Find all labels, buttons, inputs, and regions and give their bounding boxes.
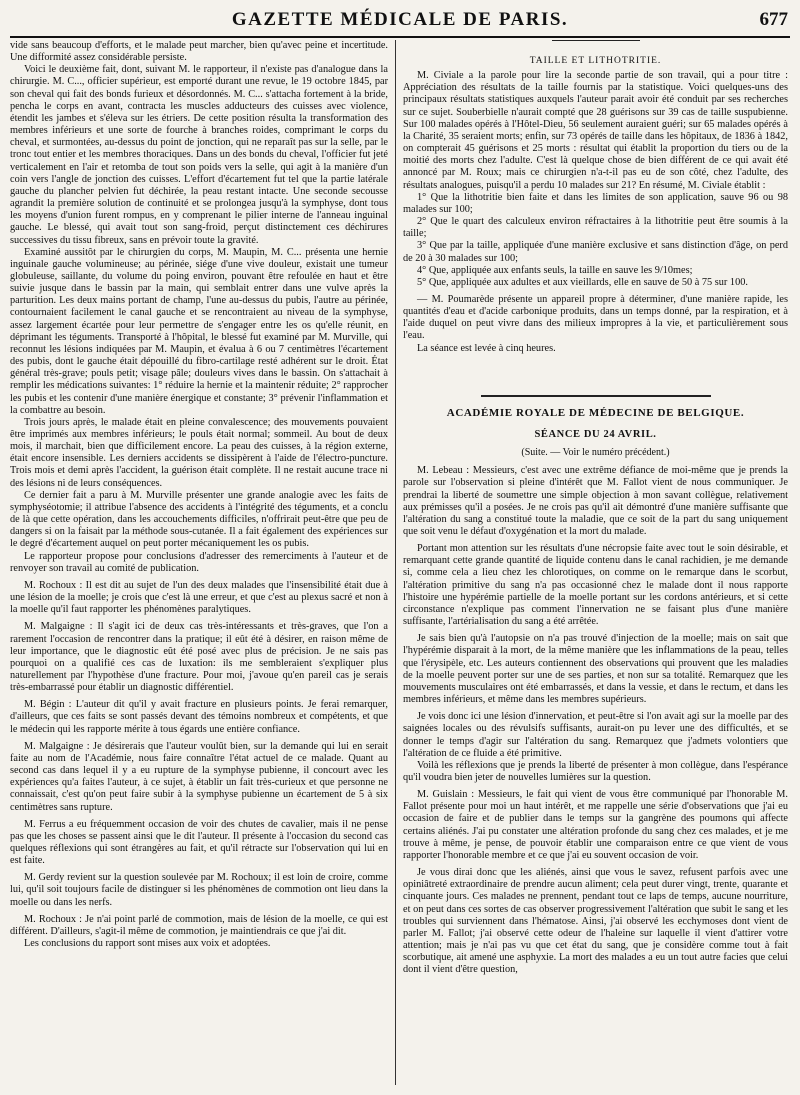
closing-line: La séance est levée à cinq heures. — [417, 342, 556, 354]
paragraph: Je vous dirai donc que les aliénés, ainsi que vous le savez, refusent parfois avec une opiniâtreté extraordinaire de prendre aucun aliment; cela peut durer vingt, trente, quarante et cinquante jours. Ces malades ne prennent, pendant tout ce laps de temps, aucune nourriture, et on peut dans ces sortes de cas observer progressivement l'altération que subit le sang et les troubles qui surviennent dans l'hématose. Ainsi, j'ai observé les ecchymoses dont vient de parler M. Fallot; j'ai observé cette odeur de l'haleine sur laquelle il vient d'attirer votre attention; mais je n'ai pas vu que cet état du sang, que je considère comme tout à fait scorbutique, ait amené une asphyxie. La mort des malades a eu un tout autre facies que celui dont il vient d'être question, — [403, 867, 788, 976]
paragraph: Portant mon attention sur les résultats d'une nécropsie faite avec tout le soin désirable, et remarquant cette grande quantité de liquide contenu dans le canal rachidien, je me demande si, comme cela a lieu chez les chlorotiques, on comme on le remarque dans le scorbut, l'altération primitive du sang n'a pas occasionné chez le malade dont il nous rapporte l'histoire une hypérémie partielle de la moelle portant sur les cordons antérieurs, et si cette circonstance n'explique pas comment l'innervation ne se faisant plus d'une manière suffisante, l'artérialisation du sang a été arrêtée. — [403, 543, 788, 628]
list-item: 4° Que, appliquée aux enfants seuls, la taille en sauve les 9/10mes; — [417, 264, 693, 276]
paragraph: Je vois donc ici une lésion d'innervation, et peut-être si l'on avait agi sur la moelle par des saignées locales ou des révulsifs suffisants, aurait-on pu lever une des difficultés, et se donner le temps d'agir sur l'altération du sang. Remarquez que j'admets volontiers que l'altération de ce fluide a été primitive. — [403, 711, 788, 759]
paragraph: M. Malgaigne : Il s'agit ici de deux cas très-intéressants et très-graves, que l'on a rarement l'occasion de rencontrer dans la pratique; il eût été à désirer, en raison même de leur importance, que le diagnostic eût été posé avec plus de précision. Je ne sais pas pourquoi on a qualifié ces cas de luxation: ils me sembleraient s'expliquer plus naturellement par l'hypothèse d'une fracture. Pour moi, j'avoue qu'en pareil cas je serais très-embarrassé pour établir un diagnostic différentiel. — [10, 621, 388, 694]
paragraph: M. Ferrus a eu fréquemment occasion de voir des chutes de cavalier, mais il ne pense pas que les choses se passent ainsi que le dit l'auteur. Il présente à l'occasion du second cas quelques réflexions qui sont étrangères au fait, et qu'il rétracte sur l'observation qui lui en est faite. — [10, 818, 388, 867]
continuation-note: (Suite. — Voir le numéro précédent.) — [521, 447, 670, 459]
paragraph: vide sans beaucoup d'efforts, et le malade peut marcher, bien qu'avec peine et incertitude. Une difformité assez considérable persiste. — [10, 40, 388, 64]
paragraph: Le rapporteur propose pour conclusions d'adresser des remerciments à l'auteur et de renvoyer son travail au comité de publication. — [10, 550, 388, 574]
section-title: TAILLE ET LITHOTRITIE. — [529, 56, 662, 66]
paragraph: M. Bégin : L'auteur dit qu'il y avait fracture en plusieurs points. Je ferai remarquer, d'ailleurs, que ces faits se sont passés devant des témoins nombreux et compétents, et que le médecin qui les rapporte mérite à tous égards une entière confiance. — [10, 699, 388, 735]
section-rule — [552, 40, 640, 41]
paragraph: M. Rochoux : Il est dit au sujet de l'un des deux malades que l'insensibilité était due à une lésion de la moelle; je crois que c'est là une erreur, et que c'est au plexus sacré et non à la moelle qu'il faut rapporter les phénomènes paralytiques. — [10, 579, 388, 616]
paragraph: Examiné aussitôt par le chirurgien du corps, M. Maupin, M. C... présenta une hernie inguinale gauche volumineuse; au périnée, siége d'une vive douleur, existait une tumeur globuleuse, saillante, du volume du poing environ, pouvant être refoulée en haut et être suivie jusque dans le bassin par la main, qui semblait entrer dans une vulve après la parturition. Les deux mains portant de champ, l'une au-dessus du pubis, l'autre au périnée, contournaient facilement le canal gauche et se rencontraient au niveau de la symphyse, assez largement écartée pour leur permettre de s'engager entre les os qu'elle réunit, en déprimant les téguments. Transporté à l'hôpital, le blessé fut examiné par M. Murville, qui reconnut les lésions indiquées par M. Maupin, et évalua à 6 ou 7 centimètres l'écartement des pubis, dont le gauche était dépouillé du fibro-cartilage resté adhérent sur le droit. État général très-grave; pouls petit; visage pâle; douleurs vives dans le bassin. On s'attachait à remplir les médications suivantes: 1° réduire la hernie et la maintenir réduite; 2° rapprocher les pubis et les contenir d'une manière énergique et constante; 3° prévenir l'inflammation et la combattre au besoin. — [10, 246, 388, 416]
paragraph: M. Lebeau : Messieurs, c'est avec une extrême défiance de moi-même que je prends la parole sur l'observation si pleine d'intérêt que M. Fallot vient de nous communiquer. Je prendrai la liberté de soumettre une simple objection à mon savant collègue, relativement aux prémisses qu'il a posées. Je ne crois pas qu'il ait démontré d'une manière suffisante que l'altération du sang a constitué toute la maladie, que ce soit de la part du sang uniquement que soit venu le défaut d'oxygénation et la mort du malade. — [403, 465, 788, 537]
paragraph: Je sais bien qu'à l'autopsie on n'a pas trouvé d'injection de la moelle; mais on sait que l'hypérémie disparait à la mort, de la même manière que les inflammations de la peau, telles que l'érysipèle, etc. Les auteurs contiennent des observations qui prouvent que les maladies de la moelle peuvent porter sur une de ses parties, et non sur sa totalité. Remarquez que les mouvements musculaires ont été embarrassés, et dans la vessie, et dans le rectum, et dans les membres inférieurs, et même dans les membres supérieurs. — [403, 633, 788, 706]
page-header — [10, 6, 790, 38]
page-number: 677 — [759, 9, 788, 30]
section-rule — [481, 395, 711, 397]
journal-title: GAZETTE MÉDICALE DE PARIS. — [231, 9, 569, 30]
paragraph: M. Malgaigne : Je désirerais que l'auteur voulût bien, sur la demande qui lui en serait faite au nom de l'Académie, nous faire connaître l'état actuel de ce malade. Quant au second cas dans lequel il y a eu rupture de la symphyse pubienne, il concourt avec les expériences qu'a faites l'auteur, à ce sujet, à établir un fait très-curieux et que personne ne connaissait, c'est qu'on peut faire subir à la symphyse pubienne un écartement de 5 à six centimètres sans rupture. — [10, 740, 388, 813]
list-item: 2° Que le quart des calculeux environ réfractaires à la lithotritie peut être soumis à la taille; — [403, 216, 788, 240]
paragraph: M. Rochoux : Je n'ai point parlé de commotion, mais de lésion de la moelle, ce qui est différent. D'ailleurs, s'agit-il même de commotion, je maintiendrais ce que j'ai dit. — [10, 913, 388, 937]
paragraph: Voici le deuxième fait, dont, suivant M. le rapporteur, il n'existe pas d'analogue dans la chirurgie. M. C..., officier supérieur, est emporté durant une revue, le 19 octobre 1845, par son cheval qui fait des bonds furieux et désordonnés. M. C... s'attacha fortement à la bride, pencha le corps en avant, contracta les muscles adducteurs des cuisses avec violence, étendit les jambes et s'éleva sur les étriers. De cette position résulta la transformation des membres inférieurs et une sorte de fourche à branches roides, comprimant le corps du cheval, et surmontées, au-dessus du point de jonction, qui ne reparaît pas sur la selle, par le tronc tout entier et les membres thoraciques. Dans un des bonds du cheval, l'officier fut jeté verticalement en l'air et retomba de tout son poids vers la selle, qui agit à la manière d'un coin vers l'angle de jonction des cuisses. L'effort d'écartement fut tel que la partie latérale gauche du plancher pelvien fut déchirée, la peau restant intacte. Une seconde secousse agrandit la première solution de continuité et se prolongea jusqu'à la symphyse, dont tous les moyens d'union furent rompus, en y comprenant le pilier interne de l'anneau inguinal gauche. Le blessé, qui avait tout son sang-froid, perçut distinctement ces déchirures successives du tissu fibreux, sans en prévoir toute la gravité. — [10, 64, 388, 246]
session-heading: SÉANCE DU 24 AVRIL. — [534, 428, 657, 440]
list-item: 3° Que par la taille, appliquée d'une manière exclusive et sans distinction d'âge, on perd de 20 à 30 malades sur 100; — [403, 240, 788, 264]
list-item: 5° Que, appliquée aux adultes et aux vieillards, elle en sauve de 50 à 75 sur 100. — [417, 276, 748, 288]
column-divider — [395, 40, 396, 1085]
paragraph: Voilà les réflexions que je prends la liberté de présenter à mon collègue, dans l'espérance qu'il voudra bien jeter de nouvelles lumières sur la question. — [403, 759, 788, 783]
paragraph: Les conclusions du rapport sont mises aux voix et adoptées. — [24, 938, 271, 950]
right-column — [403, 40, 788, 1088]
paragraph: M. Gerdy revient sur la question soulevée par M. Rochoux; il est loin de croire, comme lui, qu'il soit toujours facile de distinguer si les phénomènes de commotion ont lieu dans la moelle ou dans les nerfs. — [10, 872, 388, 908]
paragraph: — M. Poumarède présente un appareil propre à déterminer, d'une manière rapide, les quantités d'eau et d'acide carbonique produits, dans un temps donné, par la respiration, et à l'aide duquel on peut vivre dans des milieux impropres à la vie, et particulièrement sous l'eau. — [403, 293, 788, 342]
paragraph: Ce dernier fait a paru à M. Murville présenter une grande analogie avec les faits de symphyséotomie; il attribue l'absence des accidents à l'intégrité des téguments, et a conclu de là que cette opération, dans les accouchements difficiles, n'offrirait peut-être que peu de dangers si on la faisait par la méthode sous-cutanée. Il a fait également des expériences sur le degré d'écartement auquel on peut porter mécaniquement les os pubis. — [10, 489, 388, 550]
paragraph: M. Guislain : Messieurs, le fait qui vient de vous être communiqué par l'honorable M. Fallot présente pour moi un haut intérêt, et me rappelle une série d'observations que j'ai eu occasion de faire et de publier dans le temps sur la gangrène des poumons qui affecte certains aliénés. J'ai pu constater une altération profonde du sang chez ces malades, et je me trouve à même, je pense, de pouvoir établir une comparaison entre ce que vient de vous rapporter l'honorable membre et ce que j'ai eu souvent occasion de voir. — [403, 789, 788, 861]
left-column — [10, 40, 388, 1088]
list-item: 1° Que la lithotritie bien faite et dans les limites de son application, sauve 96 ou 98 malades sur 100; — [403, 191, 788, 215]
paragraph: M. Civiale a la parole pour lire la seconde partie de son travail, qui a pour titre : Appréciation des résultats de la taille fournis par la statistique. Voici quelques-uns des principaux résultats statistiques auxquels l'auteur parait avoir été conduit par ses recherches sur ce sujet. Souberbielle n'aurait compté que 28 guérisons sur 39 cas de taille suspubienne. Sur 100 malades opérés à l'Hôtel-Dieu, 56 seulement auraient guéri; sur 65 malades opérés à la Charité, 35 seraient morts; enfin, sur 73 opérés de taille dans les hôpitaux, de 1836 à 1842, on compterait 45 guérisons et 25 morts : résultat qui établit la proportion du tiers ou de la moitié des morts chez l'adulte. C'est là quelque chose de bien différent de ce qui avait été annoncé par M. Roux; mais ce chirurgien n'a-t-il pas eu de son côté, chez l'adulte, des résultats analogues, puisqu'il a perdu 10 malades sur 21? En résumé, M. Civiale établit : — [403, 70, 788, 191]
section-heading: ACADÉMIE ROYALE DE MÉDECINE DE BELGIQUE. — [446, 406, 745, 419]
paragraph: Trois jours après, le malade était en pleine convalescence; des mouvements pouvaient être imprimés aux membres inférieurs; le pouls était normal; sommeil. Au bout de deux mois, il marchait, bien que difficilement encore. La peau des cuisses, à la région externe, était encore insensible. Les derniers accidents se dissipèrent à l'aide de l'électro-puncture. Trois mois et demi après l'accident, la guérison était complète. Il ne restait aucune trace ni des lésions ni de leurs conséquences. — [10, 416, 388, 489]
